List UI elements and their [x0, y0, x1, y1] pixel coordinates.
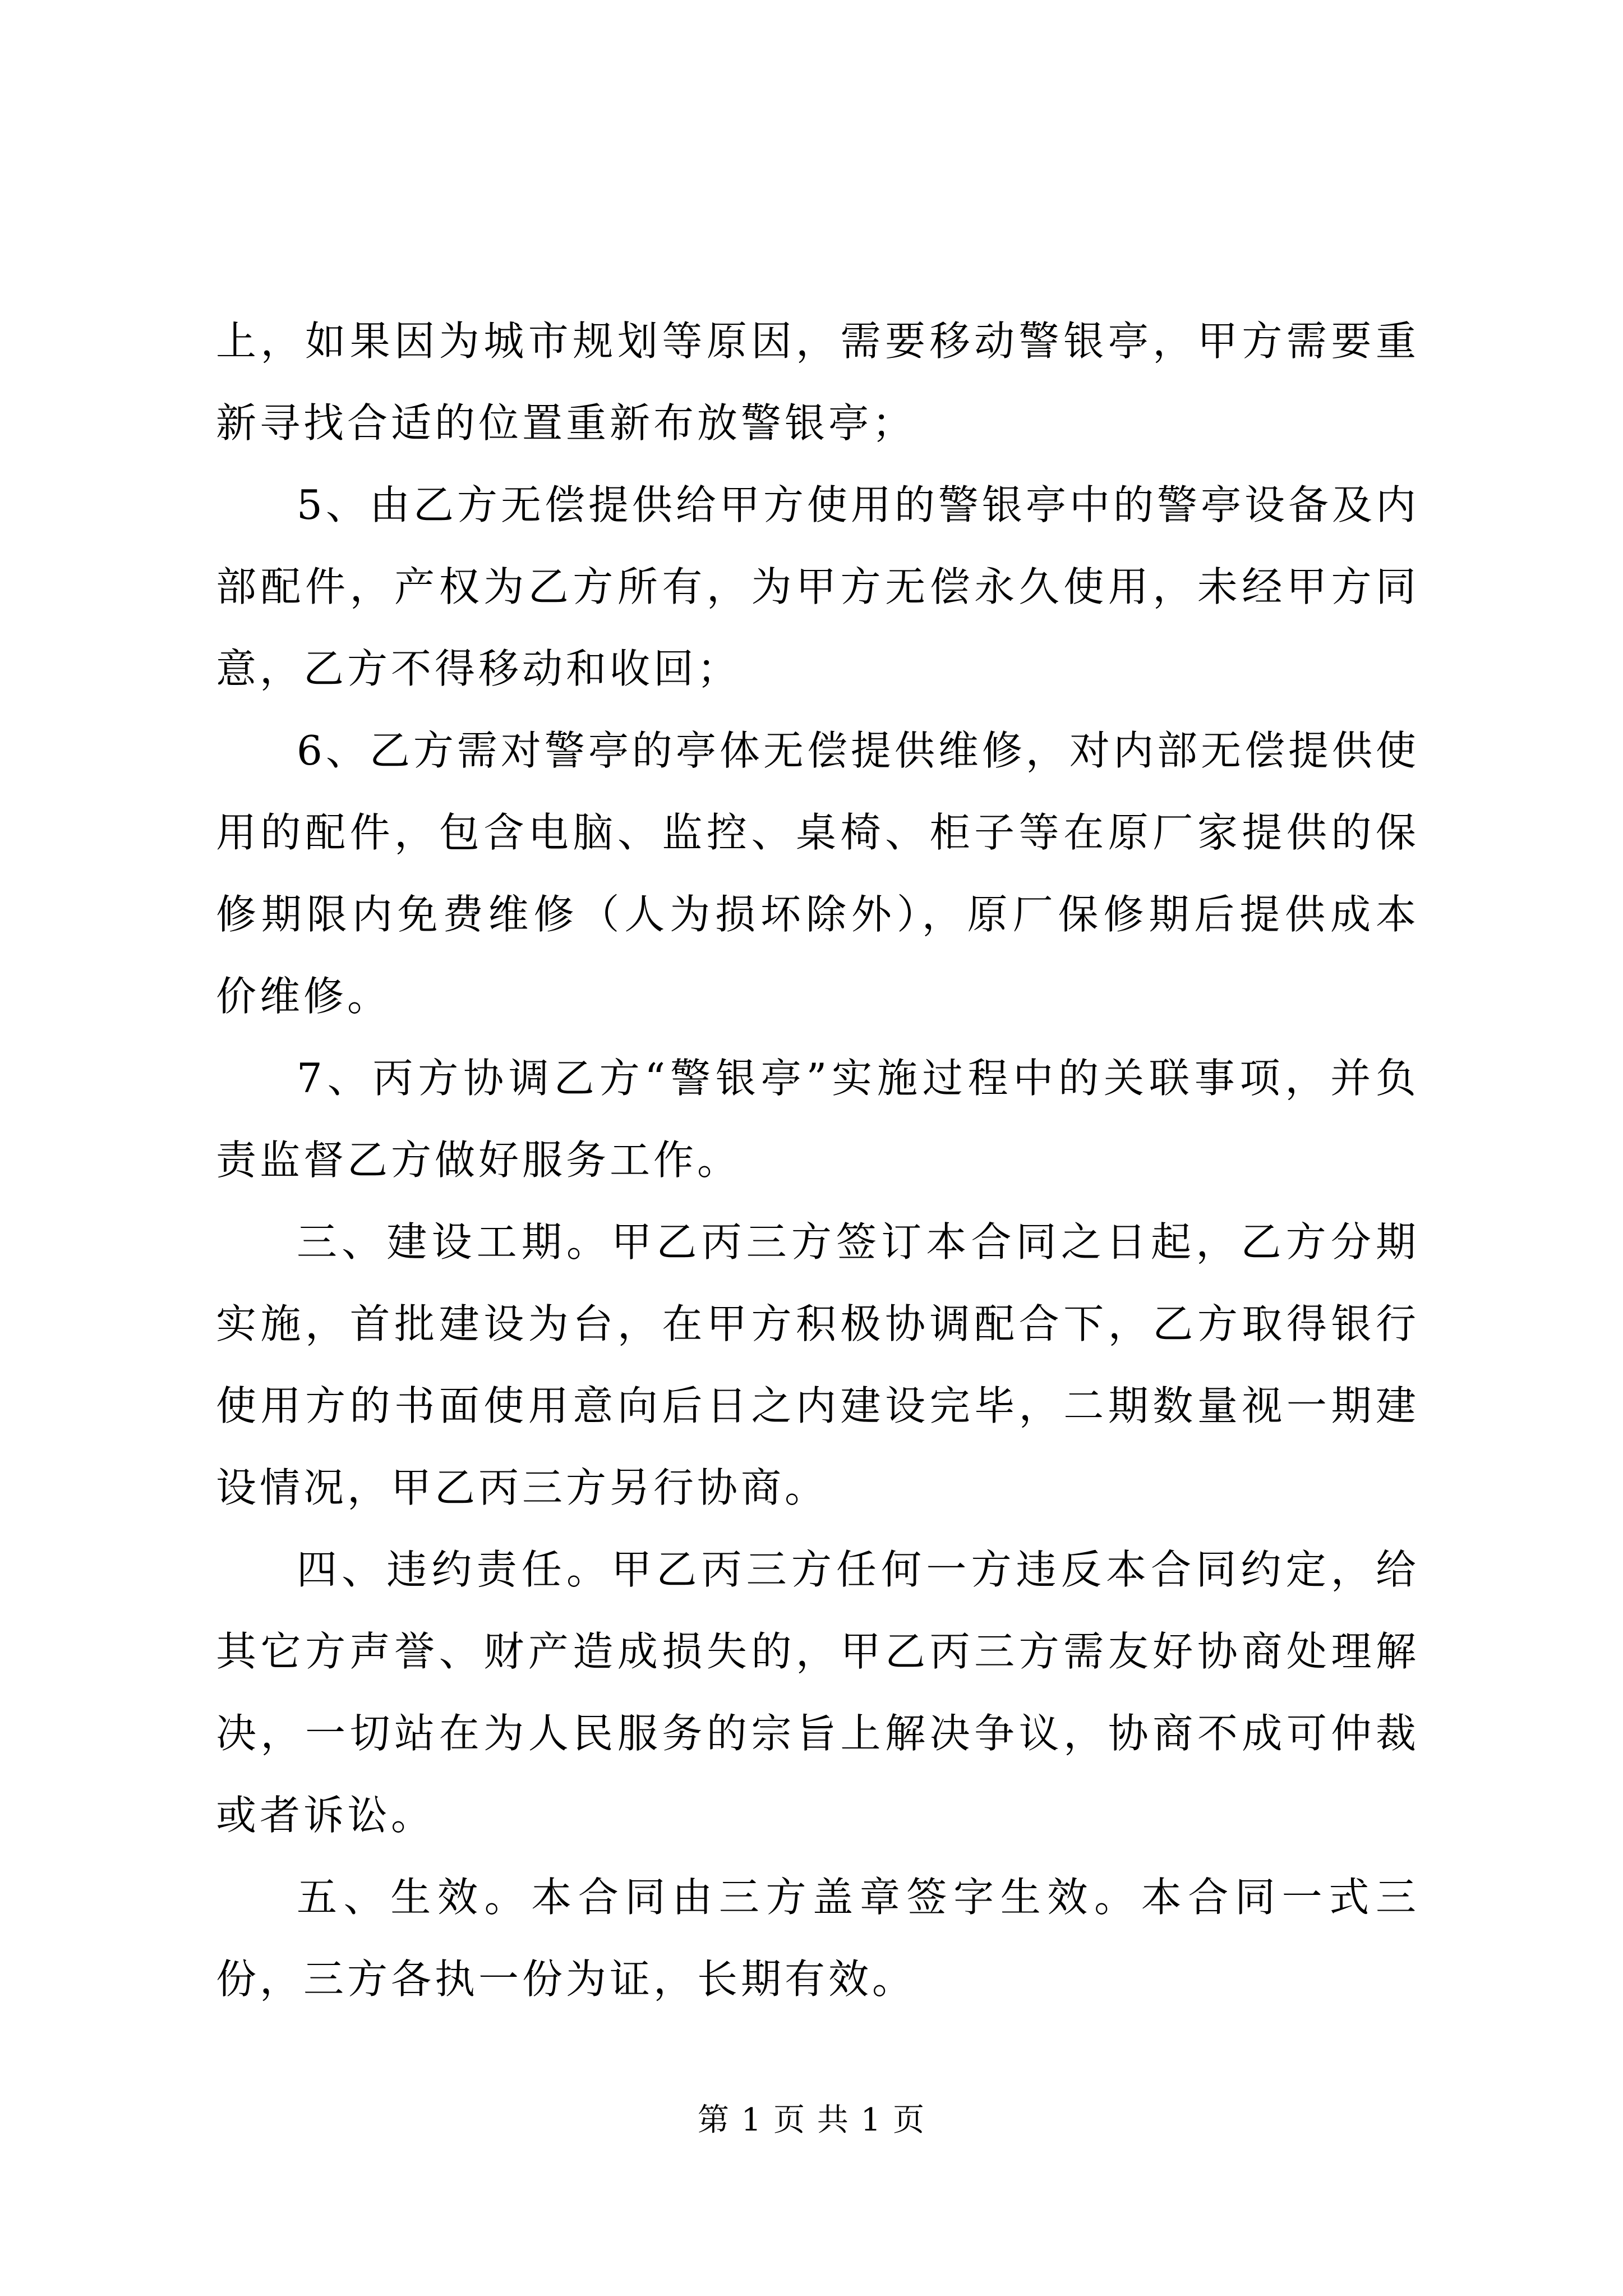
- paragraph-clause-7: 7、丙方协调乙方“警银亭”实施过程中的关联事项，并负责监督乙方做好服务工作。: [216, 1055, 1419, 1184]
- paragraph-effectiveness: 五、生效。本合同由三方盖章签字生效。本合同一式三份，三方各执一份为证，长期有效。: [216, 1874, 1419, 2003]
- paragraph-clause-5: 5、由乙方无偿提供给甲方使用的警银亭中的警亭设备及内部配件，产权为乙方所有，为甲方无偿永久使用，未经甲方同意，乙方不得移动和收回；: [216, 481, 1419, 692]
- paragraph-continuation: 上，如果因为城市规划等原因，需要移动警银亭，甲方需要重新寻找合适的位置重新布放警银亭；: [216, 318, 1419, 447]
- document-body: [216, 300, 1419, 2020]
- paragraph-construction-period: 三、建设工期。甲乙丙三方签订本合同之日起，乙方分期实施，首批建设为台，在甲方积极协调配合下，乙方取得银行使用方的书面使用意向后日之内建设完毕，二期数量视一期建设情况，甲乙丙三方另行协商。: [216, 1218, 1419, 1511]
- paragraph-breach-liability: 四、违约责任。甲乙丙三方任何一方违反本合同约定，给其它方声誉、财产造成损失的，甲乙丙三方需友好协商处理解决，一切站在为人民服务的宗旨上解决争议，协商不成可仲裁或者诉讼。: [216, 1546, 1419, 1839]
- paragraph-clause-6: 6、乙方需对警亭的亭体无偿提供维修，对内部无偿提供使用的配件，包含电脑、监控、桌椅、柜子等在原厂家提供的保修期限内免费维修（人为损坏除外），原厂保修期后提供成本价维修。: [216, 727, 1419, 1020]
- page-footer: 第 1 页 共 1 页: [697, 2102, 926, 2138]
